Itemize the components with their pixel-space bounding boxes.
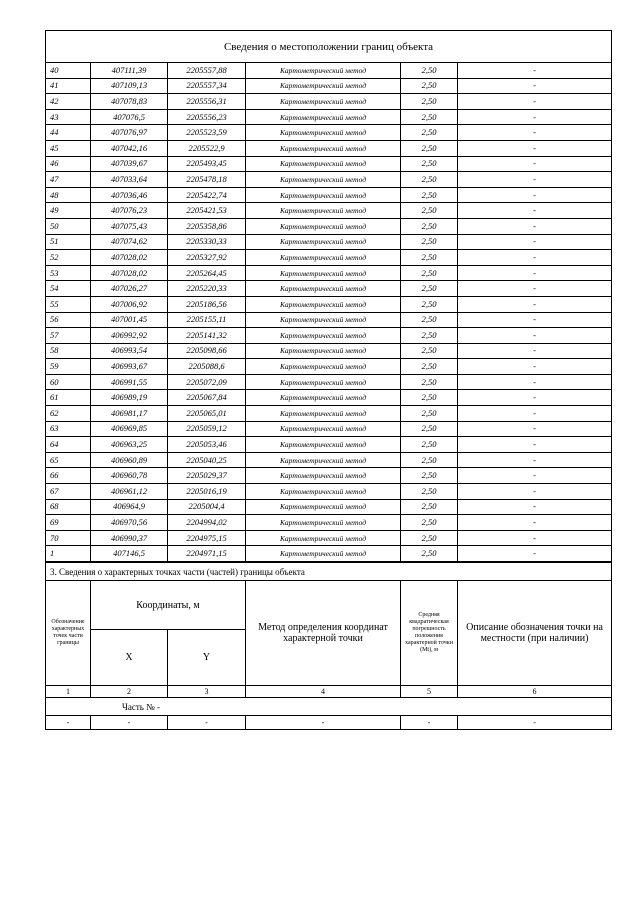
table-row bbox=[46, 406, 612, 422]
point-y: 2204975,15 bbox=[168, 530, 246, 546]
point-desc: - bbox=[458, 109, 612, 125]
point-desc: - bbox=[458, 499, 612, 515]
point-number: 51 bbox=[46, 234, 91, 250]
point-mt: 2,50 bbox=[401, 530, 458, 546]
point-mt: 2,50 bbox=[401, 546, 458, 562]
point-number: 60 bbox=[46, 374, 91, 390]
point-number: 47 bbox=[46, 172, 91, 188]
table-row bbox=[46, 78, 612, 94]
point-y: 2205557,34 bbox=[168, 78, 246, 94]
point-y: 2205220,33 bbox=[168, 281, 246, 297]
point-method: Картометрический метод bbox=[246, 452, 401, 468]
point-x: 407042,16 bbox=[91, 140, 168, 156]
point-x: 406969,85 bbox=[91, 421, 168, 437]
table-row bbox=[46, 250, 612, 266]
col-mt-header: Средняя квадратическая погрешность положения характерной точки (Mt), м bbox=[401, 581, 458, 686]
point-desc: - bbox=[458, 140, 612, 156]
section-title: Сведения о местоположении границ объекта bbox=[46, 31, 612, 63]
table-row bbox=[46, 156, 612, 172]
point-mt: 2,50 bbox=[401, 281, 458, 297]
point-method: Картометрический метод bbox=[246, 140, 401, 156]
point-mt: 2,50 bbox=[401, 515, 458, 531]
point-x: 407076,23 bbox=[91, 203, 168, 219]
point-number: 53 bbox=[46, 265, 91, 281]
point-y: 2205264,45 bbox=[168, 265, 246, 281]
point-number: 54 bbox=[46, 281, 91, 297]
point-y: 2205330,33 bbox=[168, 234, 246, 250]
point-mt: 2,50 bbox=[401, 125, 458, 141]
point-number: 45 bbox=[46, 140, 91, 156]
point-number: 40 bbox=[46, 63, 91, 79]
point-desc: - bbox=[458, 390, 612, 406]
empty-cell: - bbox=[168, 716, 246, 730]
point-y: 2205067,84 bbox=[168, 390, 246, 406]
col-index: 5 bbox=[401, 686, 458, 698]
point-y: 2205040,25 bbox=[168, 452, 246, 468]
point-number: 61 bbox=[46, 390, 91, 406]
point-mt: 2,50 bbox=[401, 187, 458, 203]
point-y: 2205522,9 bbox=[168, 140, 246, 156]
point-desc: - bbox=[458, 203, 612, 219]
point-number: 64 bbox=[46, 437, 91, 453]
point-number: 58 bbox=[46, 343, 91, 359]
point-mt: 2,50 bbox=[401, 437, 458, 453]
boundary-document bbox=[45, 30, 611, 730]
point-desc: - bbox=[458, 530, 612, 546]
table-row bbox=[46, 172, 612, 188]
point-x: 407036,46 bbox=[91, 187, 168, 203]
col-desc-header: Описание обозначения точки на местности (при наличии) bbox=[458, 581, 612, 686]
point-x: 406993,67 bbox=[91, 359, 168, 375]
col-index: 6 bbox=[458, 686, 612, 698]
point-number: 70 bbox=[46, 530, 91, 546]
table-row bbox=[46, 203, 612, 219]
table-row bbox=[46, 109, 612, 125]
point-x: 406990,37 bbox=[91, 530, 168, 546]
point-mt: 2,50 bbox=[401, 265, 458, 281]
point-desc: - bbox=[458, 94, 612, 110]
point-method: Картометрический метод bbox=[246, 234, 401, 250]
point-desc: - bbox=[458, 437, 612, 453]
point-desc: - bbox=[458, 468, 612, 484]
point-method: Картометрический метод bbox=[246, 63, 401, 79]
point-method: Картометрический метод bbox=[246, 109, 401, 125]
point-y: 2205478,18 bbox=[168, 172, 246, 188]
table-row bbox=[46, 359, 612, 375]
point-desc: - bbox=[458, 78, 612, 94]
empty-cell: - bbox=[46, 716, 91, 730]
table-row bbox=[46, 187, 612, 203]
table-row bbox=[46, 281, 612, 297]
table-row bbox=[46, 218, 612, 234]
point-mt: 2,50 bbox=[401, 328, 458, 344]
point-x: 407006,92 bbox=[91, 296, 168, 312]
point-y: 2205004,4 bbox=[168, 499, 246, 515]
point-number: 44 bbox=[46, 125, 91, 141]
point-mt: 2,50 bbox=[401, 359, 458, 375]
point-method: Картометрический метод bbox=[246, 156, 401, 172]
point-x: 407146,5 bbox=[91, 546, 168, 562]
point-method: Картометрический метод bbox=[246, 546, 401, 562]
point-number: 57 bbox=[46, 328, 91, 344]
point-y: 2205186,56 bbox=[168, 296, 246, 312]
col-method-header: Метод определения координат характерной точки bbox=[246, 581, 401, 686]
point-x: 406991,55 bbox=[91, 374, 168, 390]
empty-cell: - bbox=[401, 716, 458, 730]
point-x: 406960,78 bbox=[91, 468, 168, 484]
point-y: 2205493,45 bbox=[168, 156, 246, 172]
part-label: Часть № - bbox=[46, 698, 612, 716]
table-row bbox=[46, 140, 612, 156]
table-row bbox=[46, 530, 612, 546]
point-mt: 2,50 bbox=[401, 468, 458, 484]
point-method: Картометрический метод bbox=[246, 312, 401, 328]
point-number: 49 bbox=[46, 203, 91, 219]
col-y-header: Y bbox=[168, 630, 246, 686]
point-y: 2205421,53 bbox=[168, 203, 246, 219]
point-desc: - bbox=[458, 187, 612, 203]
point-method: Картометрический метод bbox=[246, 172, 401, 188]
point-number: 41 bbox=[46, 78, 91, 94]
point-desc: - bbox=[458, 250, 612, 266]
point-mt: 2,50 bbox=[401, 172, 458, 188]
point-y: 2205327,92 bbox=[168, 250, 246, 266]
point-method: Картометрический метод bbox=[246, 530, 401, 546]
point-mt: 2,50 bbox=[401, 499, 458, 515]
point-desc: - bbox=[458, 374, 612, 390]
point-desc: - bbox=[458, 343, 612, 359]
point-x: 407001,45 bbox=[91, 312, 168, 328]
boundary-points-table bbox=[45, 30, 612, 562]
col-designation-header: Обозначение характерных точек части границы bbox=[46, 581, 91, 686]
point-method: Картометрический метод bbox=[246, 203, 401, 219]
point-y: 2205059,12 bbox=[168, 421, 246, 437]
empty-cell: - bbox=[246, 716, 401, 730]
table-row bbox=[46, 484, 612, 500]
point-desc: - bbox=[458, 234, 612, 250]
point-x: 407028,02 bbox=[91, 265, 168, 281]
point-desc: - bbox=[458, 172, 612, 188]
table-row bbox=[46, 515, 612, 531]
point-x: 406960,89 bbox=[91, 452, 168, 468]
point-method: Картометрический метод bbox=[246, 78, 401, 94]
point-y: 2205556,31 bbox=[168, 94, 246, 110]
section3-title: 3. Сведения о характерных точках части (частей) границы объекта bbox=[46, 563, 612, 581]
point-number: 55 bbox=[46, 296, 91, 312]
point-desc: - bbox=[458, 421, 612, 437]
table-row bbox=[46, 234, 612, 250]
point-method: Картометрический метод bbox=[246, 359, 401, 375]
point-mt: 2,50 bbox=[401, 94, 458, 110]
point-x: 407111,39 bbox=[91, 63, 168, 79]
point-method: Картометрический метод bbox=[246, 343, 401, 359]
point-x: 406992,92 bbox=[91, 328, 168, 344]
point-desc: - bbox=[458, 484, 612, 500]
point-y: 2204994,02 bbox=[168, 515, 246, 531]
point-x: 406970,56 bbox=[91, 515, 168, 531]
point-method: Картометрический метод bbox=[246, 499, 401, 515]
point-desc: - bbox=[458, 63, 612, 79]
point-mt: 2,50 bbox=[401, 234, 458, 250]
point-x: 407028,02 bbox=[91, 250, 168, 266]
table-row bbox=[46, 452, 612, 468]
point-desc: - bbox=[458, 515, 612, 531]
point-x: 406964,9 bbox=[91, 499, 168, 515]
point-y: 2205016,19 bbox=[168, 484, 246, 500]
table-row bbox=[46, 265, 612, 281]
table-row bbox=[46, 437, 612, 453]
col-coords-header: Координаты, м bbox=[91, 581, 246, 630]
point-method: Картометрический метод bbox=[246, 390, 401, 406]
point-method: Картометрический метод bbox=[246, 406, 401, 422]
point-method: Картометрический метод bbox=[246, 468, 401, 484]
point-mt: 2,50 bbox=[401, 312, 458, 328]
point-number: 48 bbox=[46, 187, 91, 203]
table-row bbox=[46, 125, 612, 141]
point-method: Картометрический метод bbox=[246, 250, 401, 266]
point-y: 2205088,6 bbox=[168, 359, 246, 375]
point-mt: 2,50 bbox=[401, 296, 458, 312]
point-y: 2205358,86 bbox=[168, 218, 246, 234]
point-x: 407109,13 bbox=[91, 78, 168, 94]
point-y: 2205098,66 bbox=[168, 343, 246, 359]
point-method: Картометрический метод bbox=[246, 437, 401, 453]
point-method: Картометрический метод bbox=[246, 125, 401, 141]
table-row bbox=[46, 94, 612, 110]
point-desc: - bbox=[458, 265, 612, 281]
empty-cell: - bbox=[458, 716, 612, 730]
point-mt: 2,50 bbox=[401, 156, 458, 172]
point-mt: 2,50 bbox=[401, 203, 458, 219]
table-row bbox=[46, 312, 612, 328]
point-mt: 2,50 bbox=[401, 140, 458, 156]
col-index: 1 bbox=[46, 686, 91, 698]
table-row bbox=[46, 296, 612, 312]
point-x: 407033,64 bbox=[91, 172, 168, 188]
col-index: 2 bbox=[91, 686, 168, 698]
point-desc: - bbox=[458, 281, 612, 297]
point-number: 63 bbox=[46, 421, 91, 437]
point-number: 46 bbox=[46, 156, 91, 172]
point-desc: - bbox=[458, 406, 612, 422]
point-mt: 2,50 bbox=[401, 374, 458, 390]
point-x: 407078,83 bbox=[91, 94, 168, 110]
point-number: 59 bbox=[46, 359, 91, 375]
point-x: 407075,43 bbox=[91, 218, 168, 234]
point-method: Картометрический метод bbox=[246, 421, 401, 437]
point-mt: 2,50 bbox=[401, 421, 458, 437]
table-row bbox=[46, 374, 612, 390]
point-number: 68 bbox=[46, 499, 91, 515]
col-x-header: X bbox=[91, 630, 168, 686]
point-method: Картометрический метод bbox=[246, 328, 401, 344]
point-y: 2205422,74 bbox=[168, 187, 246, 203]
point-y: 2205141,32 bbox=[168, 328, 246, 344]
point-number: 67 bbox=[46, 484, 91, 500]
point-x: 406981,17 bbox=[91, 406, 168, 422]
point-method: Картометрический метод bbox=[246, 374, 401, 390]
point-y: 2205053,46 bbox=[168, 437, 246, 453]
table-row bbox=[46, 546, 612, 562]
table-row bbox=[46, 343, 612, 359]
point-y: 2205072,09 bbox=[168, 374, 246, 390]
point-mt: 2,50 bbox=[401, 109, 458, 125]
empty-cell: - bbox=[91, 716, 168, 730]
point-method: Картометрический метод bbox=[246, 296, 401, 312]
point-desc: - bbox=[458, 156, 612, 172]
point-number: 43 bbox=[46, 109, 91, 125]
point-y: 2205155,11 bbox=[168, 312, 246, 328]
point-number: 1 bbox=[46, 546, 91, 562]
point-x: 407039,67 bbox=[91, 156, 168, 172]
point-mt: 2,50 bbox=[401, 250, 458, 266]
point-number: 52 bbox=[46, 250, 91, 266]
point-desc: - bbox=[458, 328, 612, 344]
col-index: 4 bbox=[246, 686, 401, 698]
point-desc: - bbox=[458, 359, 612, 375]
point-desc: - bbox=[458, 452, 612, 468]
point-x: 407026,27 bbox=[91, 281, 168, 297]
point-mt: 2,50 bbox=[401, 63, 458, 79]
point-number: 69 bbox=[46, 515, 91, 531]
point-number: 42 bbox=[46, 94, 91, 110]
point-x: 407076,97 bbox=[91, 125, 168, 141]
point-x: 407076,5 bbox=[91, 109, 168, 125]
point-number: 66 bbox=[46, 468, 91, 484]
point-number: 65 bbox=[46, 452, 91, 468]
point-method: Картометрический метод bbox=[246, 187, 401, 203]
table-row bbox=[46, 499, 612, 515]
point-desc: - bbox=[458, 125, 612, 141]
point-y: 2205029,37 bbox=[168, 468, 246, 484]
point-mt: 2,50 bbox=[401, 390, 458, 406]
point-y: 2205065,01 bbox=[168, 406, 246, 422]
point-number: 50 bbox=[46, 218, 91, 234]
part-points-table bbox=[45, 562, 612, 730]
point-method: Картометрический метод bbox=[246, 265, 401, 281]
point-mt: 2,50 bbox=[401, 218, 458, 234]
point-desc: - bbox=[458, 546, 612, 562]
point-x: 406963,25 bbox=[91, 437, 168, 453]
col-index: 3 bbox=[168, 686, 246, 698]
table-row bbox=[46, 468, 612, 484]
table-row bbox=[46, 328, 612, 344]
table-row bbox=[46, 390, 612, 406]
point-mt: 2,50 bbox=[401, 78, 458, 94]
point-number: 62 bbox=[46, 406, 91, 422]
point-method: Картометрический метод bbox=[246, 94, 401, 110]
table-row bbox=[46, 63, 612, 79]
point-method: Картометрический метод bbox=[246, 484, 401, 500]
point-x: 407074,62 bbox=[91, 234, 168, 250]
point-mt: 2,50 bbox=[401, 484, 458, 500]
point-mt: 2,50 bbox=[401, 452, 458, 468]
point-x: 406993,54 bbox=[91, 343, 168, 359]
point-y: 2205556,23 bbox=[168, 109, 246, 125]
point-x: 406961,12 bbox=[91, 484, 168, 500]
point-x: 406989,19 bbox=[91, 390, 168, 406]
point-desc: - bbox=[458, 296, 612, 312]
point-method: Картометрический метод bbox=[246, 218, 401, 234]
point-y: 2205557,88 bbox=[168, 63, 246, 79]
point-mt: 2,50 bbox=[401, 406, 458, 422]
point-mt: 2,50 bbox=[401, 343, 458, 359]
point-y: 2205523,59 bbox=[168, 125, 246, 141]
point-desc: - bbox=[458, 218, 612, 234]
point-y: 2204971,15 bbox=[168, 546, 246, 562]
point-number: 56 bbox=[46, 312, 91, 328]
point-method: Картометрический метод bbox=[246, 281, 401, 297]
point-method: Картометрический метод bbox=[246, 515, 401, 531]
table-row bbox=[46, 421, 612, 437]
point-desc: - bbox=[458, 312, 612, 328]
